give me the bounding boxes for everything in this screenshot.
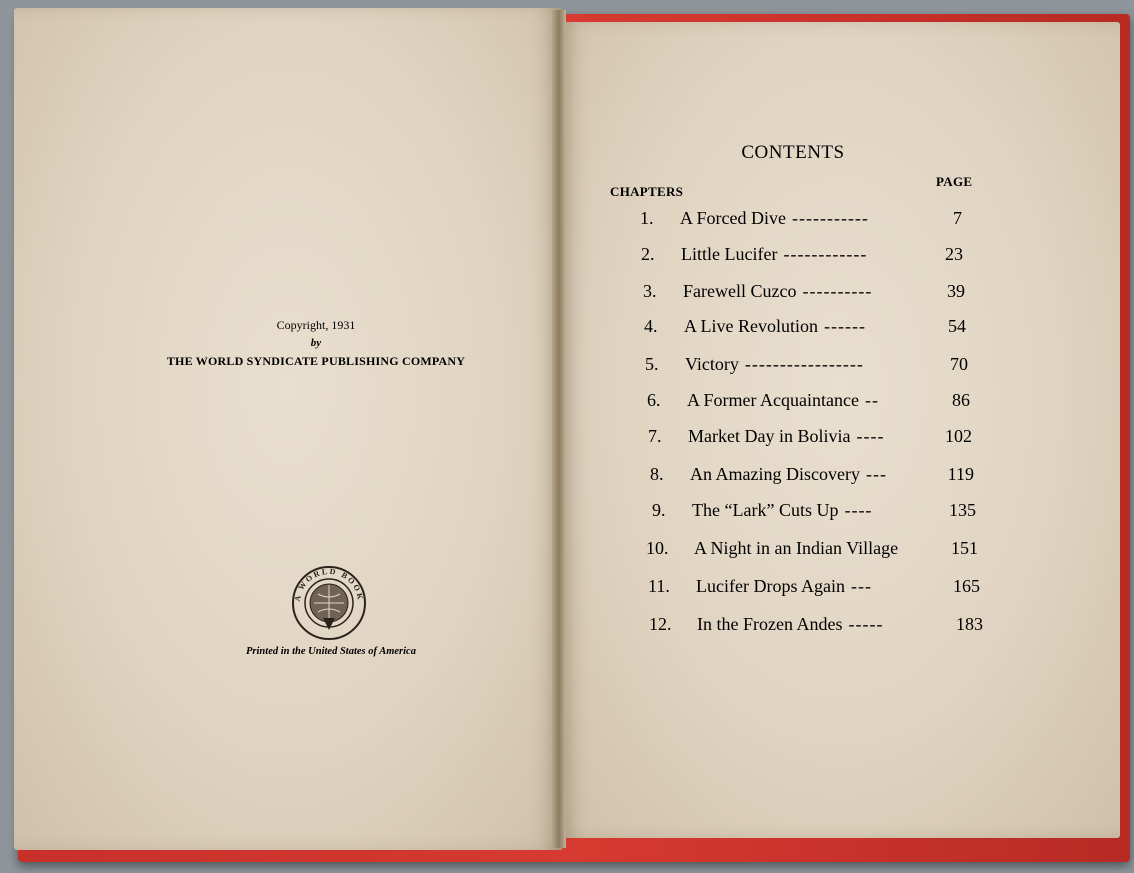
leader-dots: --- [865,464,887,484]
chapter-title: The “Lark” Cuts Up [692,500,839,520]
leader-dots: ---- [856,426,885,446]
toc-entry [641,244,963,265]
chapter-title: Little Lucifer [681,244,778,264]
toc-entry [643,281,965,302]
chapters-header: CHAPTERS [610,184,684,199]
toc-entry [645,354,968,375]
chapter-title: A Former Acquaintance [687,390,859,410]
chapter-page: 86 [952,390,970,410]
chapter-number: 7. [648,426,662,446]
chapter-number: 1. [640,208,654,228]
chapter-page: 54 [948,316,966,336]
chapter-title: Market Day in Bolivia [688,426,851,446]
left-page [14,8,562,850]
chapter-title: A Night in an Indian Village [694,538,899,558]
leader-dots: ------------ [783,244,868,264]
chapter-page: 70 [950,354,968,374]
chapter-number: 2. [641,244,655,264]
chapter-page: 151 [951,538,978,558]
toc-entry [644,316,966,337]
chapter-page: 165 [953,576,980,596]
publisher-name: THE WORLD SYNDICATE PUBLISHING COMPANY [166,354,466,368]
chapter-page: 119 [947,464,974,484]
leader-dots: ----------- [791,208,869,228]
page-header: PAGE [936,174,973,189]
chapter-number: 10. [646,538,669,558]
chapter-page: 102 [945,426,972,446]
toc-entry [646,538,978,559]
chapter-number: 9. [652,500,666,520]
by-line: by [310,337,322,349]
printed-in-line: Printed in the United States of America [246,646,416,657]
chapter-number: 6. [647,390,661,410]
leader-dots: --- [850,576,872,596]
chapter-number: 8. [650,464,664,484]
chapter-title: Victory [685,354,739,374]
toc-entry [647,390,970,411]
leader-dots: ------ [824,316,866,336]
emblem-text: A WORLD BOOK [292,566,366,603]
chapter-page: 39 [947,281,965,301]
chapter-title: A Live Revolution [684,316,818,336]
leader-dots: ---- [844,500,873,520]
leader-dots: ---------- [802,281,873,301]
chapter-number: 3. [643,281,657,301]
chapter-page: 135 [949,500,976,520]
chapter-title: In the Frozen Andes [697,614,843,634]
toc-entry [648,576,980,597]
chapter-page: 23 [945,244,963,264]
copyright-block [0,316,632,370]
toc-entry [648,426,972,447]
leader-dots: ----------------- [744,354,864,374]
leader-dots: ----- [848,614,884,634]
chapter-number: 12. [649,614,672,634]
chapter-number: 5. [645,354,659,374]
toc-entry [640,208,962,229]
leader-dots: -- [864,390,879,410]
chapter-title: Lucifer Drops Again [696,576,845,596]
chapter-title: A Forced Dive [680,208,786,228]
chapter-page: 183 [956,614,983,634]
toc-entry [649,614,983,635]
contents-title: CONTENTS [741,142,845,163]
toc-entry [650,464,974,485]
chapter-title: Farewell Cuzco [683,281,797,301]
chapter-number: 4. [644,316,658,336]
book-gutter [552,10,566,848]
world-book-emblem-icon [290,564,368,642]
chapter-title: An Amazing Discovery [690,464,860,484]
copyright-line: Copyright, 1931 [276,318,356,332]
chapter-number: 11. [648,576,670,596]
chapter-page: 7 [953,208,962,228]
toc-entry [652,500,976,521]
